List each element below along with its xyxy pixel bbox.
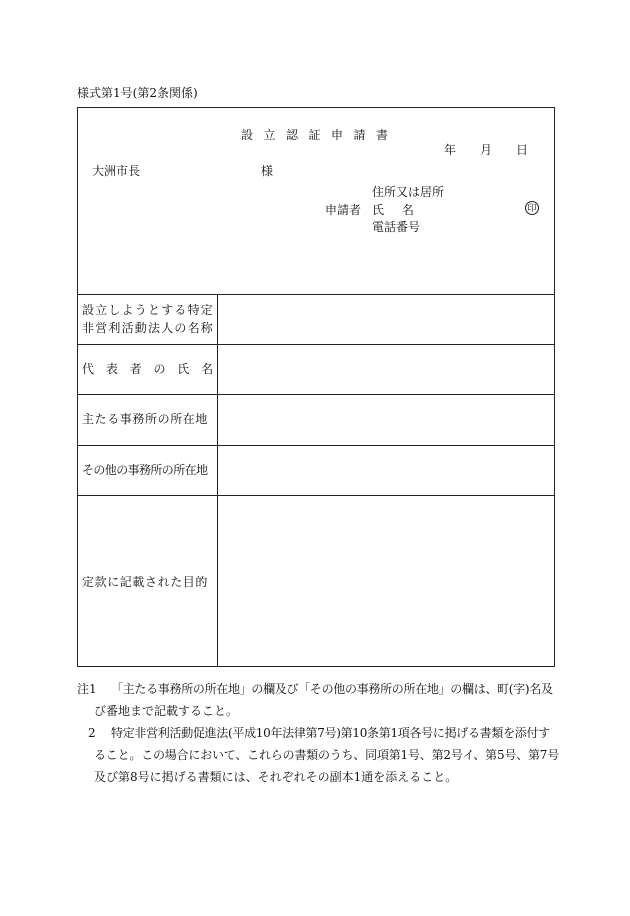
name-label: 氏 名 <box>372 203 421 217</box>
note1-line1: 「主たる事務所の所在地」の欄及び「その他の事務所の所在地」の欄は、町(字)名及 <box>111 682 553 696</box>
applicant-label: 申請者 <box>325 203 362 217</box>
note2-line3: 及び第8号に掲げる書類には、それぞれその副本1通を添えること。 <box>94 770 458 784</box>
date-year-label: 年 <box>444 143 457 157</box>
addressee: 大洲市長 <box>92 164 141 178</box>
purpose-label: 定款に記載された目的 <box>82 575 209 589</box>
purpose-field[interactable] <box>218 496 554 666</box>
date-month-label: 月 <box>480 143 493 157</box>
seal-mark: 印 <box>525 201 539 215</box>
note2-prefix: 2 <box>88 726 96 740</box>
main-office-label: 主たる事務所の所在地 <box>82 412 209 426</box>
main-office-field[interactable] <box>218 395 554 445</box>
form-title: 設立認証申請書 <box>241 128 399 142</box>
other-office-field[interactable] <box>218 446 554 495</box>
note1-prefix: 注1 <box>77 682 97 696</box>
org-name-label <box>82 301 214 337</box>
other-office-label: その他の事務所の所在地 <box>82 463 208 477</box>
form-number-label: 様式第1号(第2条関係) <box>77 86 198 100</box>
date-day-label: 日 <box>516 143 529 157</box>
note2-line1: 特定非営利活動促進法(平成10年法律第7号)第10条第1項各号に掲げる書類を添付す <box>111 726 550 740</box>
note1-line2: び番地まで記載すること。 <box>94 704 239 718</box>
phone-label: 電話番号 <box>372 220 421 234</box>
representative-name-label: 代 表 者 の 氏 名 <box>82 362 218 376</box>
application-form-table <box>77 107 555 667</box>
note2-line2: ること。この場合において、これらの書類のうち、同項第1号、第2号イ、第5号、第7号 <box>94 748 560 762</box>
org-name-label-line1: 設立しようとする特定 <box>82 303 215 317</box>
address-label: 住所又は居所 <box>372 185 445 199</box>
representative-name-field[interactable] <box>218 345 554 394</box>
org-name-field[interactable] <box>218 295 554 344</box>
honorific: 様 <box>261 164 274 178</box>
org-name-label-line2: 非営利活動法人の名称 <box>82 321 215 335</box>
